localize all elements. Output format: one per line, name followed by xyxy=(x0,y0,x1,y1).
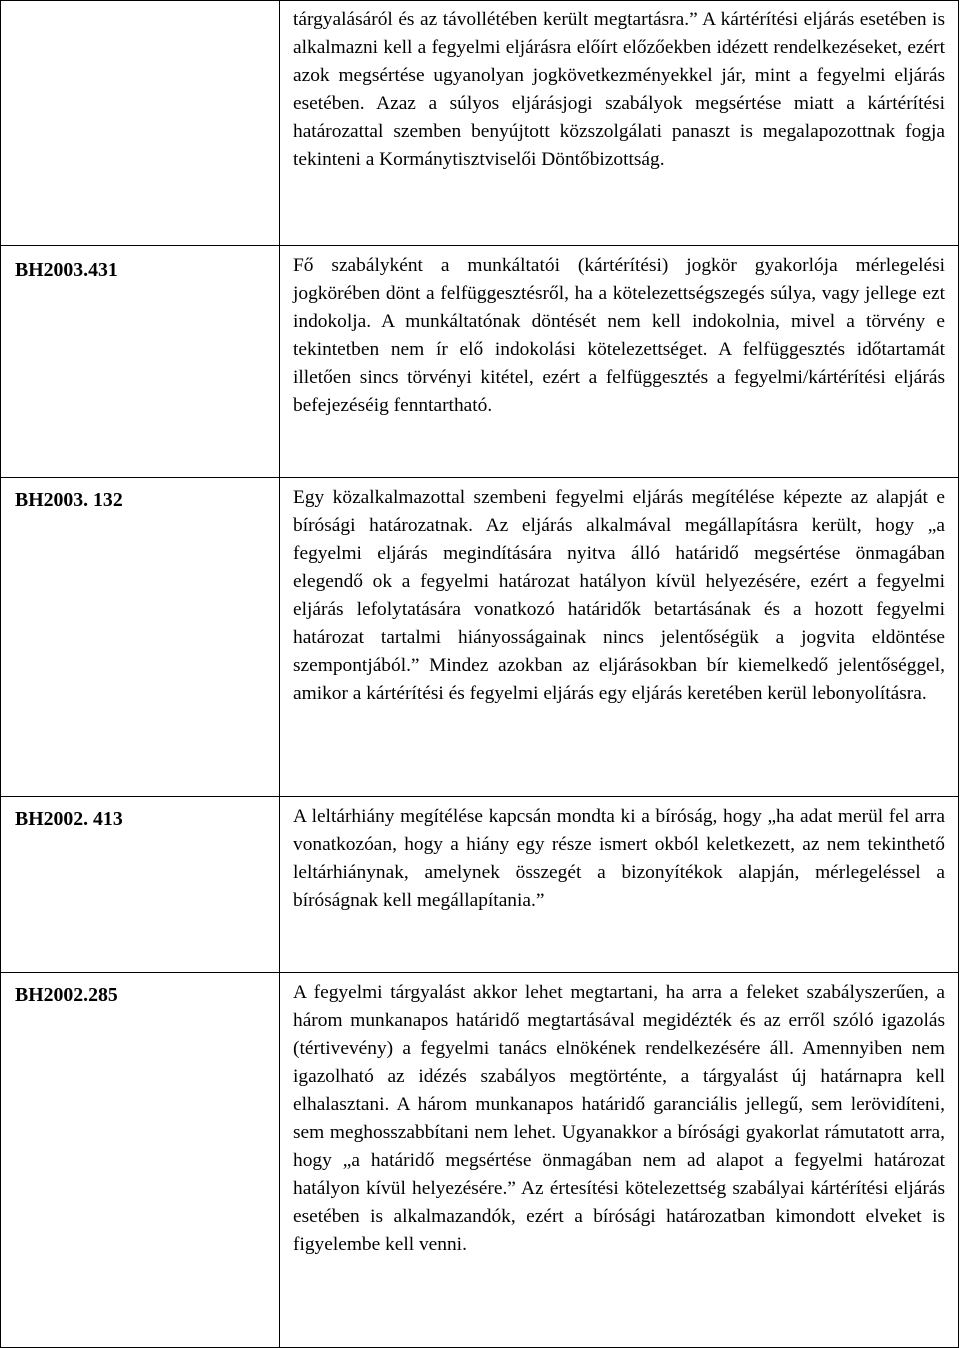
case-reference: BH2002.285 xyxy=(1,973,280,1348)
case-summary xyxy=(280,246,959,478)
case-reference xyxy=(1,1,280,246)
case-summary-text: Fő szabályként a munkáltatói (kártérítési) jogkör gyakorlója mérlegelési jogkörében dönt a felfüggesztésről, ha a kötelezettségszegés súlya, vagy jellege ezt indokolja. A munkáltatónak döntését nem kell indokolnia, mivel a törvény e tekintetben nem ír elő indokolási kötelezettséget. A felfüggesztés időtartamát illetően sincs törvényi kitétel, ezért a felfüggesztés a fegyelmi/kártérítési eljárás befejezéséig fenntartható. xyxy=(293,255,945,416)
table-row xyxy=(1,797,959,973)
case-summary-text: Egy közalkalmazottal szembeni fegyelmi eljárás megítélése képezte az alapját e bírósági határozatnak. Az eljárás alkalmával megállapításra került, hogy „a fegyelmi eljárás megindítására nyitva álló határidő megsértése önmagában elegendő ok a fegyelmi határozat hatályon kívül helyezésére, ezért a fegyelmi eljárás lefolytatására vonatkozó határidők betartásának és a hozott fegyelmi határozat tartalmi hiányosságainak nincs jelentőségük a jogvita eldöntése szempontjából.” Mindez azokban az eljárásokban bír kiemelkedő jelentőséggel, amikor a kártérítési és fegyelmi eljárás egy eljárás keretében kerül lebonyolításra. xyxy=(293,487,945,704)
case-summary xyxy=(280,973,959,1348)
case-summary xyxy=(280,478,959,797)
case-summary xyxy=(280,797,959,973)
case-reference: BH2003.431 xyxy=(1,246,280,478)
table-row xyxy=(1,1,959,246)
case-summary-text: A leltárhiány megítélése kapcsán mondta ki a bíróság, hogy „ha adat merül fel arra vonatkozóan, hogy a hiány egy része ismert okból keletkezett, az nem tekinthető leltárhiánynak, amelynek összegét a bizonyítékok alapján, mérlegeléssel a bíróságnak kell megállapítania.” xyxy=(293,806,945,911)
table-row xyxy=(1,973,959,1348)
case-summary-text: A fegyelmi tárgyalást akkor lehet megtartani, ha arra a feleket szabályszerűen, a három munkanapos határidő megtartásával megidézték és az erről szóló igazolás (tértivevény) a fegyelmi tanács elnökének rendelkezésére áll. Amennyiben nem igazolható az idézés szabályos megtörténte, a tárgyalást új határnapra kell elhalasztani. A három munkanapos határidő garanciális jellegű, sem lerövidíteni, sem meghosszabbítani nem lehet. Ugyanakkor a bírósági gyakorlat rámutatott arra, hogy „a határidő megsértése önmagában nem ad alapot a fegyelmi határozat hatályon kívül helyezésére.” Az értesítési kötelezettség szabályai kártérítési eljárás esetében is alkalmazandók, ezért a bírósági határozatban kimondott elveket is figyelembe kell venni. xyxy=(293,982,945,1255)
case-summary-text: tárgyalásáról és az távollétében került megtartásra.” A kártérítési eljárás esetében is alkalmazni kell a fegyelmi eljárásra előírt előzőekben idézett rendelkezéseket, ezért azok megsértése ugyanolyan jogkövetkezményekkel jár, mint a fegyelmi eljárás esetében. Azaz a súlyos eljárásjogi szabályok megsértése miatt a kártérítési határozattal szemben benyújtott közszolgálati panaszt is megalapozottnak fogja tekinteni a Kormánytisztviselői Döntőbizottság. xyxy=(293,9,945,170)
case-summary xyxy=(280,1,959,246)
case-reference: BH2002. 413 xyxy=(1,797,280,973)
table-row xyxy=(1,478,959,797)
case-reference: BH2003. 132 xyxy=(1,478,280,797)
table-row xyxy=(1,246,959,478)
